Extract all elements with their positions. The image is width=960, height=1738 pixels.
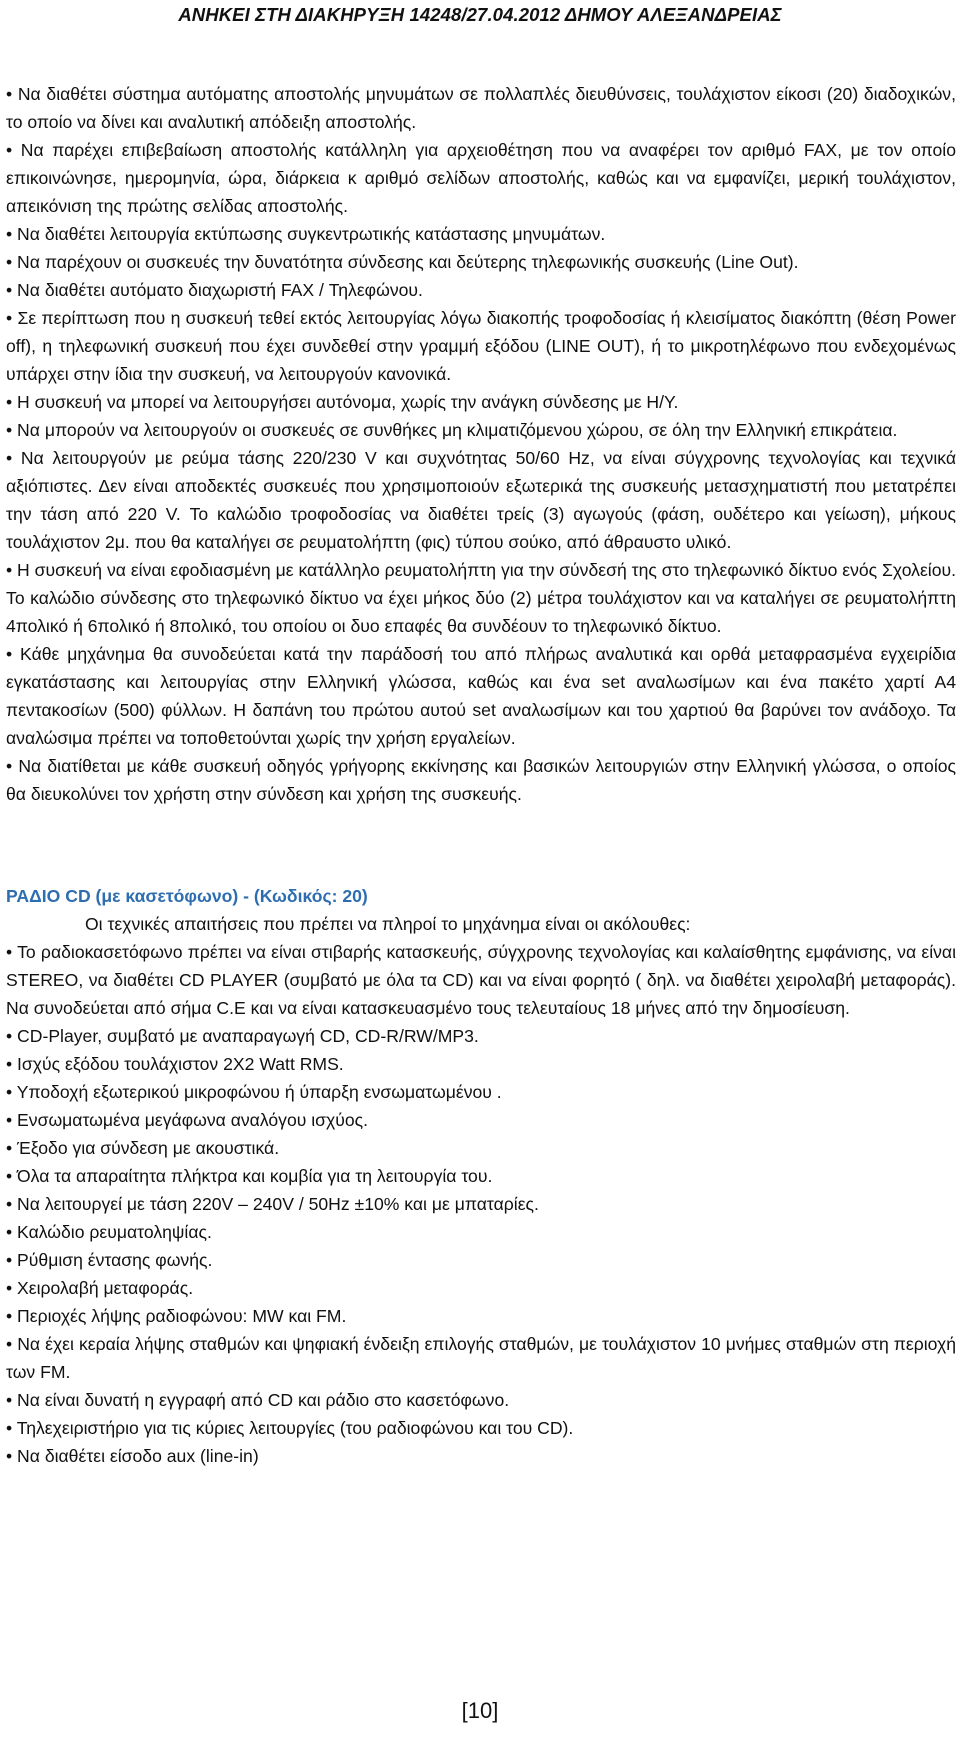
list-item: • Να διαθέτει σύστημα αυτόματης αποστολής μηνυμάτων σε πολλαπλές διευθύνσεις, τουλάχιστον είκοσι (20) διαδοχικών, το οποίο να δίνει και αναλυτική απόδειξη αποστολής. bbox=[6, 84, 956, 132]
list-item: • Να είναι δυνατή η εγγραφή από CD και ράδιο στο κασετόφωνο. bbox=[6, 1390, 510, 1410]
list-item: • Τηλεχειριστήριο για τις κύριες λειτουργίες (του ραδιοφώνου και του CD). bbox=[6, 1418, 574, 1438]
list-item: • CD-Player, συμβατό με αναπαραγωγή CD, CD-R/RW/MP3. bbox=[6, 1026, 479, 1046]
list-item: • Να λειτουργούν με ρεύμα τάσης 220/230 V και συχνότητας 50/60 Hz, να είναι σύγχρονης τεχνολογίας και τεχνικά αξιόπιστες. Δεν είναι αποδεκτές συσκευές που χρησιμοποιούν εξωτερικά της συσκευής μετασχηματιστή που μετατρέπει την τάση από 220 V. Το καλώδιο τροφοδοσίας να διαθέτει τρείς (3) αγωγούς (φάση, ουδέτερο και γείωση), μήκους τουλάχιστον 2μ. που θα καταλήγει σε ρευματολήπτη (φις) τύπου σούκο, από άθραυστο υλικό. bbox=[6, 448, 956, 552]
list-item: • Το ραδιοκασετόφωνο πρέπει να είναι στιβαρής κατασκευής, σύγχρονης τεχνολογίας και καλαίσθητης εμφάνισης, να είναι STEREO, να διαθέτει CD PLAYER (συμβατό με όλα τα CD) και να είναι φορητό ( δηλ. να διαθέτει χειρολαβή μεταφοράς). Να συνοδεύεται από σήμα C.E και να είναι κατασκευασμένο τους τελευταίους 18 μήνες από την δημοσίευση. bbox=[6, 942, 956, 1018]
list-item: • Να διαθέτει είσοδο aux (line-in) bbox=[6, 1446, 259, 1466]
list-item: • Να έχει κεραία λήψης σταθμών και ψηφιακή ένδειξη επιλογής σταθμών, με τουλάχιστον 10 μνήμες σταθμών στη περιοχή των FM. bbox=[6, 1334, 956, 1382]
list-item: • Όλα τα απαραίτητα πλήκτρα και κομβία για τη λειτουργία του. bbox=[6, 1166, 493, 1186]
section-intro: Οι τεχνικές απαιτήσεις που πρέπει να πληροί το μηχάνημα είναι οι ακόλουθες: bbox=[85, 914, 691, 934]
document-body bbox=[6, 80, 956, 1470]
list-item: • Ενσωματωμένα μεγάφωνα αναλόγου ισχύος. bbox=[6, 1110, 369, 1130]
list-item: • Η συσκευή να μπορεί να λειτουργήσει αυτόνομα, χωρίς την ανάγκη σύνδεσης με Η/Υ. bbox=[6, 392, 679, 412]
list-item: • Καλώδιο ρευματοληψίας. bbox=[6, 1222, 212, 1242]
list-item: • Ρύθμιση έντασης φωνής. bbox=[6, 1250, 213, 1270]
section-spacer bbox=[6, 808, 956, 882]
page-header: ΑΝΗΚΕΙ ΣΤΗ ΔΙΑΚΗΡΥΞΗ 14248/27.04.2012 ΔΗΜΟΥ ΑΛΕΞΑΝΔΡΕΙΑΣ bbox=[178, 4, 782, 25]
list-item: • Να διατίθεται με κάθε συσκευή οδηγός γρήγορης εκκίνησης και βασικών λειτουργιών στην Ελληνική γλώσσα, ο οποίος θα διευκολύνει τον χρήστη στην σύνδεση και χρήση της συσκευής. bbox=[6, 756, 956, 804]
page-number: [10] bbox=[461, 1698, 499, 1723]
list-item: • Ισχύς εξόδου τουλάχιστον 2Χ2 Watt RMS. bbox=[6, 1054, 344, 1074]
list-item: • Υποδοχή εξωτερικού μικροφώνου ή ύπαρξη ενσωματωμένου . bbox=[6, 1082, 502, 1102]
list-item: • Η συσκευή να είναι εφοδιασμένη με κατάλληλο ρευματολήπτη για την σύνδεσή της στο τηλεφωνικό δίκτυο ενός Σχολείου. Το καλώδιο σύνδεσης στο τηλεφωνικό δίκτυο να έχει μήκος δύο (2) μέτρα τουλάχιστον και να καταλήγει σε ρευματολήπτη 4πολικό ή 6πολικό ή 8πολικό, του οποίου οι δυο επαφές θα συνδέουν το τηλεφωνικό δίκτυο. bbox=[6, 560, 956, 636]
list-item: • Χειρολαβή μεταφοράς. bbox=[6, 1278, 194, 1298]
list-item: • Έξοδο για σύνδεση με ακουστικά. bbox=[6, 1138, 280, 1158]
radio-cd-section bbox=[6, 882, 956, 1470]
list-item: • Να παρέχει επιβεβαίωση αποστολής κατάλληλη για αρχειοθέτηση που να αναφέρει τον αριθμό FAX, με τον οποίο επικοινώνησε, ημερομηνία, ώρα, διάρκεια κ αριθμό σελίδων αποστολής, καθώς και να εμφανίζει, μερική τουλάχιστον, απεικόνιση της πρώτης σελίδας αποστολής. bbox=[6, 140, 956, 216]
list-item: • Να διαθέτει αυτόματο διαχωριστή FAX / Τηλεφώνου. bbox=[6, 280, 423, 300]
fax-requirements-list bbox=[6, 80, 956, 808]
list-item: • Σε περίπτωση που η συσκευή τεθεί εκτός λειτουργίας λόγω διακοπής τροφοδοσίας ή κλεισίματος διακόπτη (θέση Power off), η τηλεφωνική συσκευή που έχει συνδεθεί στην γραμμή εξόδου (LINE OUT), ή το μικροτηλέφωνο που ενδεχομένως υπάρχει στην ίδια την συσκευή, να λειτουργούν κανονικά. bbox=[6, 308, 956, 384]
list-item: • Να παρέχουν οι συσκευές την δυνατότητα σύνδεσης και δεύτερης τηλεφωνικής συσκευής (Line Out). bbox=[6, 252, 799, 272]
list-item: • Περιοχές λήψης ραδιοφώνου: MW και FM. bbox=[6, 1306, 347, 1326]
list-item: • Να διαθέτει λειτουργία εκτύπωσης συγκεντρωτικής κατάστασης μηνυμάτων. bbox=[6, 224, 606, 244]
section-title: ΡΑΔΙΟ CD (με κασετόφωνο) - (Κωδικός: 20) bbox=[6, 886, 368, 906]
list-item: • Κάθε μηχάνημα θα συνοδεύεται κατά την παράδοσή του από πλήρως αναλυτικά και ορθά μεταφρασμένα εγχειρίδια εγκατάστασης και λειτουργίας στην Ελληνική γλώσσα, καθώς και ένα set αναλωσίμων και ένα πακέτο χαρτί Α4 πεντακοσίων (500) φύλλων. Η δαπάνη του πρώτου αυτού set αναλωσίμων και του χαρτιού θα βαρύνει τον ανάδοχο. Τα αναλώσιμα πρέπει να τοποθετούνται χωρίς την χρήση εργαλείων. bbox=[6, 644, 956, 748]
list-item: • Να λειτουργεί με τάση 220V – 240V / 50Hz ±10% και με μπαταρίες. bbox=[6, 1194, 539, 1214]
list-item: • Να μπορούν να λειτουργούν οι συσκευές σε συνθήκες μη κλιματιζόμενου χώρου, σε όλη την Ελληνική επικράτεια. bbox=[6, 420, 898, 440]
